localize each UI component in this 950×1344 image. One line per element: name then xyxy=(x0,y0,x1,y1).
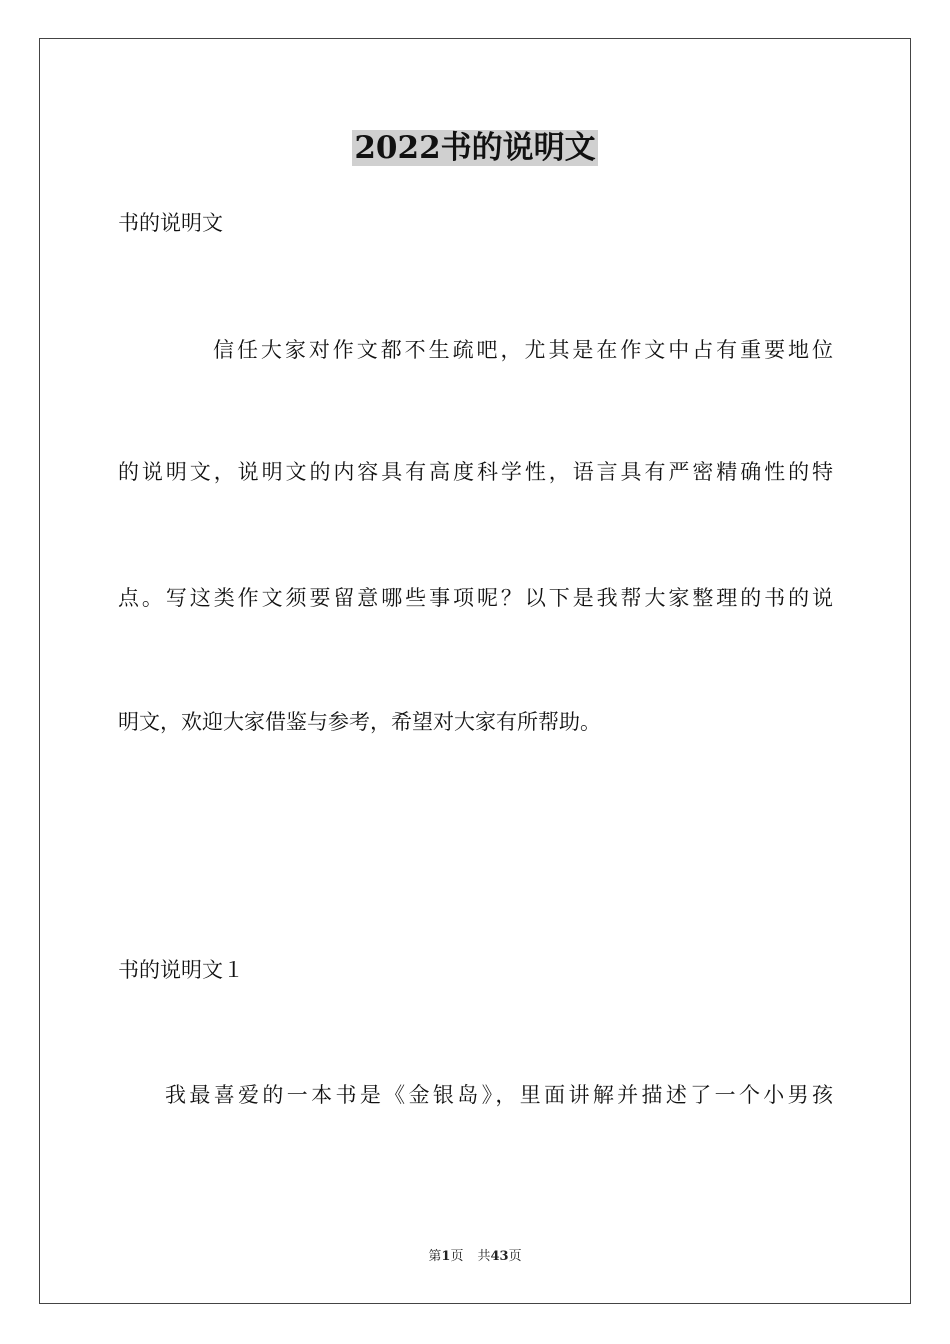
total-prefix: 共 xyxy=(477,1249,491,1264)
page-number: 1 xyxy=(441,1249,451,1264)
total-suffix: 页 xyxy=(508,1249,522,1264)
title-highlight: 2022书的说明文 xyxy=(354,130,596,166)
page-footer xyxy=(0,1248,950,1266)
total-pages: 43 xyxy=(490,1249,509,1264)
paragraph-line: 信任大家对作文都不生疏吧，尤其是在作文中占有重要地位 xyxy=(213,338,833,362)
page-prefix: 第 xyxy=(428,1249,442,1264)
paragraph-line: 我最喜爱的一本书是《金银岛》，里面讲解并描述了一个小男孩 xyxy=(165,1083,833,1107)
paragraph-line: 的说明文，说明文的内容具有高度科学性，语言具有严密精确性的特 xyxy=(118,460,833,484)
subheading: 书的说明文 xyxy=(118,211,223,235)
paragraph-line: 明文，欢迎大家借鉴与参考，希望对大家有所帮助。 xyxy=(118,710,601,734)
section-heading: 书的说明文１ xyxy=(118,958,244,982)
page-suffix: 页 xyxy=(450,1249,464,1264)
paragraph-line: 点。写这类作文须要留意哪些事项呢？以下是我帮大家整理的书的说 xyxy=(118,586,833,610)
document-title xyxy=(0,128,950,168)
